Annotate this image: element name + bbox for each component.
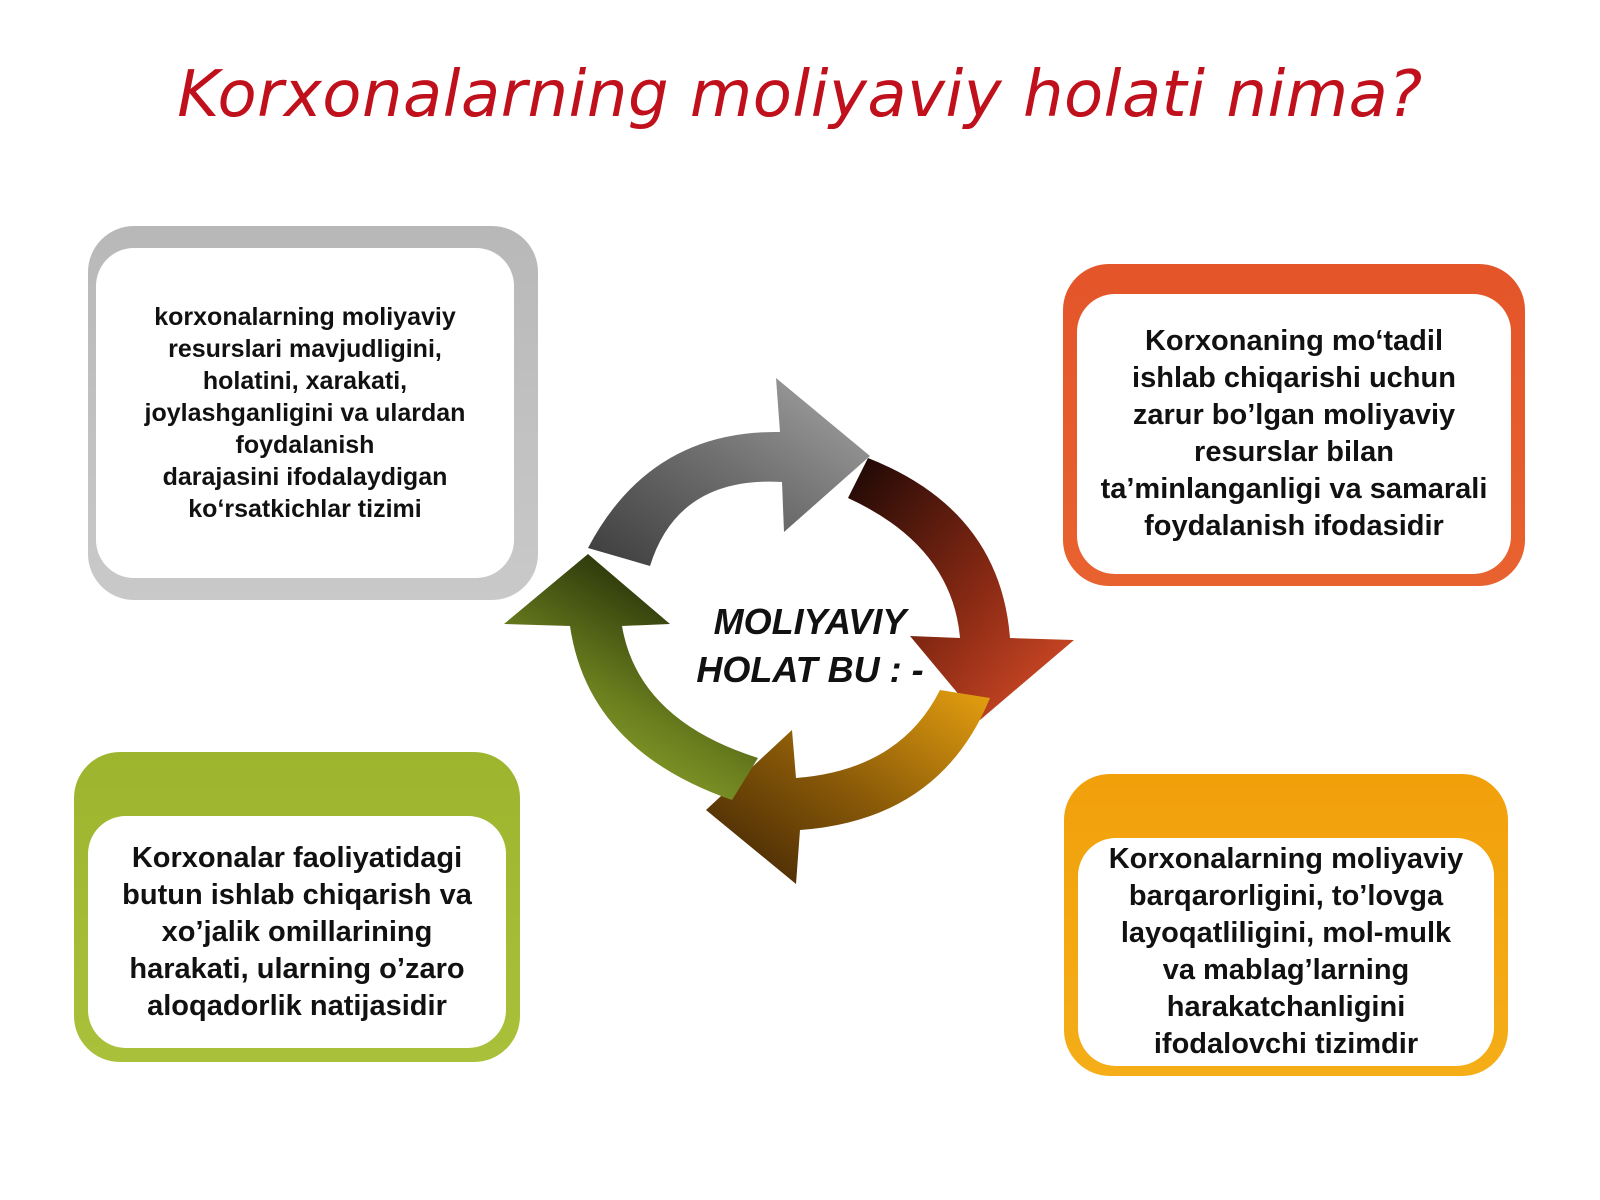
card-bottom-right (1064, 774, 1508, 1076)
card-top-left (88, 226, 538, 600)
card-top-left-body (96, 248, 514, 578)
card-top-right-text: Korxonaning mo‘tadil ishlab chiqarishi uchun zarur bo’lgan moliyaviy resurslar bilan ta’minlanganligi va samarali foydalanish ifodasidir (1100, 325, 1488, 542)
card-bottom-left-body (88, 816, 506, 1048)
card-bottom-right-text: Korxonalarning moliyaviy barqarorligini, to’lovga layoqatliligini, mol-mulk va mablag’larning harakatchanligini ifodalovchi tizimdir (1108, 843, 1464, 1060)
card-top-right (1063, 264, 1525, 586)
orange-arrow (706, 690, 990, 884)
gray-arrow (588, 378, 870, 566)
card-bottom-left-text: Korxonalar faoliyatidagi butun ishlab chiqarish va xo’jalik omillarining harakati, ularning o’zaro aloqadorlik natijasidir (122, 841, 472, 1022)
card-bottom-right-body (1078, 838, 1494, 1066)
card-top-right-body (1077, 294, 1511, 574)
card-top-left-text: korxonalarning moliyaviy resurslari mavjudligini, holatini, xarakati, joylashganligini va ulardan foydalanish darajasini ifodalaydigan ko‘rsatkichlar tizimi (144, 303, 466, 523)
card-bottom-left (74, 752, 520, 1062)
page-title: Korxonalarning moliyaviy holati nima? (177, 58, 1423, 132)
center-label: MOLIYAVIY HOLAT BU : - (696, 601, 924, 690)
